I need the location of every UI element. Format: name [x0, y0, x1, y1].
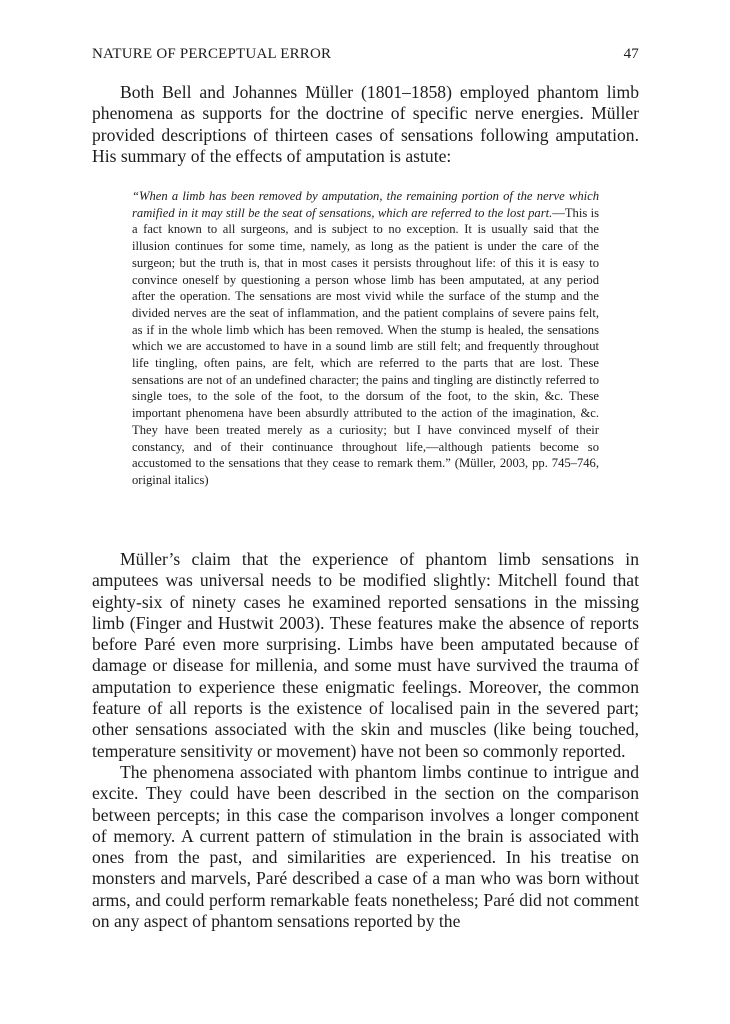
- running-header: [92, 45, 639, 63]
- paragraph-3: The phenomena associated with phantom limbs continue to intrigue and excite. They could have been described in the section on the comparison between percepts; in this case the comparison involves a longer component of memory. A current pattern of stimulation in the brain is associated with ones from the past, and similarities are experienced. In his treatise on monsters and marvels, Paré described a case of a man who was born without arms, and could perform remarkable feats nonetheless; Paré did not comment on any aspect of phantom sensations reported by the: [92, 761, 639, 932]
- main-text: [92, 549, 639, 932]
- intro-paragraph: Both Bell and Johannes Müller (1801–1858) employed phantom limb phenomena as supports for the doctrine of specific nerve energies. Müller provided descriptions of thirteen cases of sensations following amputation. His summary of the effects of amputation is astute:: [92, 82, 639, 166]
- running-title: NATURE OF PERCEPTUAL ERROR: [92, 46, 332, 62]
- block-quote-italic: “When a limb has been removed by amputation, the remaining portion of the nerve which ramified in it may still be the seat of sensations, which are referred to the lost part.: [132, 189, 599, 220]
- block-quote-roman: —This is a fact known to all surgeons, and is subject to no exception. It is usually said that the illusion continues for some time, namely, as long as the patient is under the care of the surgeon; but the truth is, that in most cases it persists throughout life: of this it is easy to convince oneself by questioning a person whose limb has been amputated, at any period after the operation. The sensations are most vivid while the surface of the stump and the divided nerves are the seat of inflammation, and the patient complains of severe pains felt, as if in the whole limb which has been removed. When the stump is healed, the sensations which we are accustomed to have in a sound limb are still felt; and frequently throughout life tingling, often pains, are felt, which are referred to the parts that are lost. These sensations are not of an undefined character; the pains and tingling are distinctly referred to single toes, to the sole of the foot, to the dorsum of the foot, to the skin, &c. These important phenomena have been absurdly attributed to the action of the imagination, &c. They have been treated merely as a curiosity; but I have convinced myself of their constancy, and of their continuance throughout life,—although patients become so accustomed to the sensations that they cease to remark them.” (Müller, 2003, pp. 745–746, original italics): [132, 205, 599, 487]
- page-number: 47: [623, 46, 639, 62]
- block-quote: [132, 188, 599, 489]
- paragraph-2: Müller’s claim that the experience of phantom limb sensations in amputees was universal needs to be modified slightly: Mitchell found that eighty-six of ninety cases he examined reported sensations in the missing limb (Finger and Hustwit 2003). These features make the absence of reports before Paré even more surprising. Limbs have been amputated because of damage or disease for millenia, and some must have survived the trauma of amputation to experience these enigmatic feelings. Moreover, the common feature of all reports is the existence of localised pain in the severed part; other sensations associated with the skin and muscles (like being touched, temperature sensitivity or movement) have not been so commonly reported.: [92, 549, 639, 761]
